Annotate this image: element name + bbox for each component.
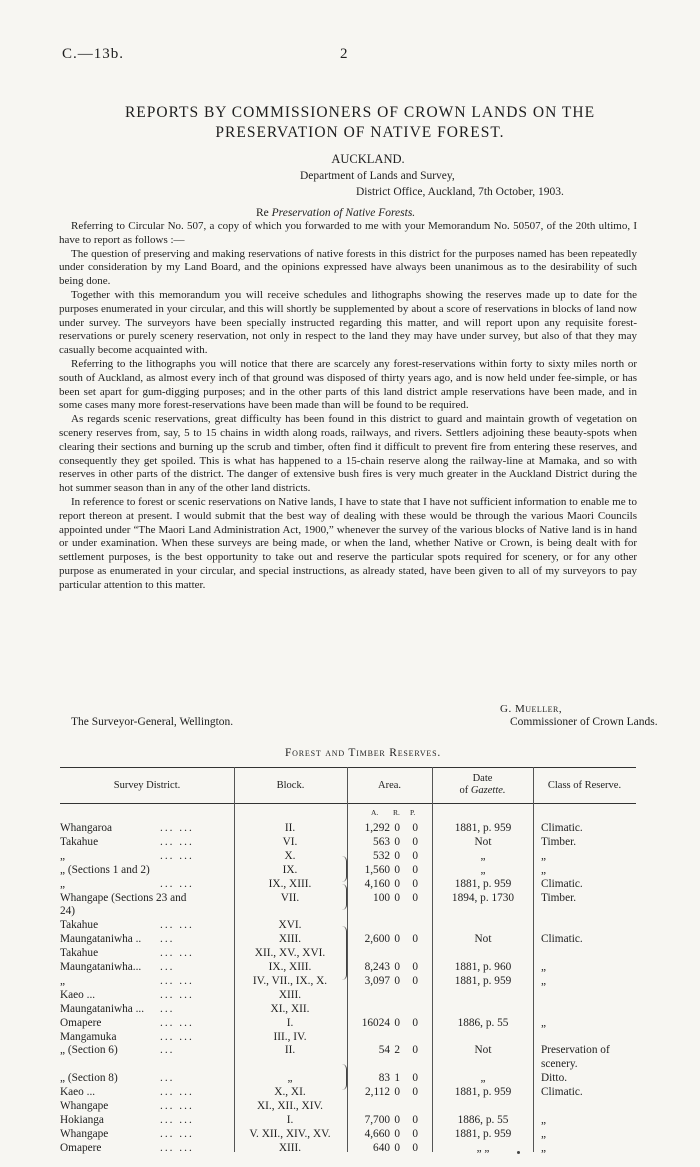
area-perches-cell: 0	[412, 1072, 418, 1085]
group-brace	[342, 884, 347, 910]
block-cell: XI., XII.	[270, 1002, 310, 1015]
area-acres-cell: 640	[373, 1141, 390, 1154]
leader-dots: ...	[160, 1002, 175, 1015]
area-roods-cell: 0	[394, 961, 400, 973]
block-cell: IX., XIII.	[268, 877, 312, 890]
table-row	[0, 919, 700, 933]
gazette-date-cell: „	[480, 863, 486, 876]
table-row	[0, 1044, 700, 1058]
unit-acres: A.	[371, 808, 379, 817]
area-roods-cell: 0	[394, 877, 400, 890]
reserve-class-cell: Timber.	[541, 835, 577, 848]
leader-dots: ... ...	[160, 988, 194, 1001]
table-row	[0, 1086, 700, 1100]
leader-dots: ... ...	[160, 835, 194, 848]
district-cell: Omapere	[60, 1016, 102, 1029]
header-class: Class of Reserve.	[547, 780, 622, 791]
gazette-date-cell: 1881, p. 959	[454, 974, 512, 987]
area-roods-cell: 0	[394, 1127, 400, 1140]
block-cell: XIII.	[278, 933, 302, 946]
reserve-class-cell: Timber.	[541, 891, 577, 904]
area-acres-cell: 1,292	[364, 822, 390, 834]
area-perches-cell: 0	[412, 1016, 418, 1029]
area-perches-cell: 0	[412, 863, 418, 876]
district-cell: Whangaroa	[60, 822, 113, 834]
area-perches-cell: 0	[412, 877, 418, 890]
gazette-date-cell: 1894, p. 1730	[451, 891, 515, 904]
block-cell: IV., VII., IX., X.	[252, 974, 328, 987]
district-cell: Kaeo ...	[60, 988, 96, 1001]
block-cell: XII., XV., XVI.	[254, 947, 326, 960]
district-cell: Maungataniwha...	[60, 961, 142, 973]
paragraph: In reference to forest or scenic reservations on Native lands, I have to state that I have not sufficient information to enable me to report thereon at present. I would submit that the best way of dealing with these would be through the various Maori Councils appointed under “The Maori Land Administration Act, 1900,” whenever the survey of the various blocks of Native land is in hand or under examination. When these surveys are being made, or when the land, whether Native or Crown, is being dealt with for settlement purposes, is the best opportunity to take out and reserve the particular spots required for scenery, or for any other purpose as enumerated in your circular, and special instructions, as already stated, have been given to all of my surveyors to pay particular attention to this matter.	[59, 495, 637, 591]
leader-dots: ...	[160, 961, 175, 973]
district-cell: Kaeo ...	[60, 1086, 96, 1099]
block-cell: XIII.	[278, 988, 302, 1001]
district-cell: 24)	[60, 905, 76, 918]
reserve-class-cell: Climatic.	[541, 877, 583, 890]
district-cell: Takahue	[60, 835, 99, 848]
area-acres-cell: 54	[378, 1044, 390, 1057]
group-brace	[342, 926, 347, 980]
leader-dots: ... ...	[160, 849, 194, 862]
leader-dots: ...	[160, 1044, 175, 1057]
signature-name: G. Mueller,	[500, 703, 563, 715]
area-acres-cell: 3,097	[364, 974, 390, 987]
table-row	[0, 1114, 700, 1128]
table-row	[0, 947, 700, 961]
district-cell: „ (Section 6)	[60, 1044, 118, 1057]
block-cell: XI., XII., XIV.	[257, 1100, 323, 1112]
group-brace	[342, 1064, 347, 1090]
area-roods-cell: 0	[394, 974, 400, 987]
reserve-class-cell: „	[541, 863, 547, 876]
area-perches-cell: 0	[412, 974, 418, 987]
district-cell: „ (Section 8)	[60, 1072, 118, 1085]
reserve-class-cell: „	[541, 1113, 547, 1126]
table-header-rule	[60, 803, 636, 804]
area-acres-cell: 7,700	[364, 1113, 390, 1126]
paragraph: Together with this memorandum you will receive schedules and lithographs showing the reserves made up to date for the purposes enumerated in your circular, and this will shortly be supplemented by about a score of reservations in blocks of land now under survey. The surveyors have been specially instructed regarding this matter, and will report upon any requisite forest-reservations or purely scenery reservation, not only in respect to the land they may have under survey, but also of that they may casually become acquainted with.	[59, 288, 637, 357]
gazette-date-cell: 1881, p. 959	[454, 1127, 512, 1140]
area-roods-cell: 0	[394, 891, 400, 904]
header-area: Area.	[377, 780, 402, 791]
group-brace	[342, 856, 347, 882]
district-cell: „ (Sections 1 and 2)	[60, 863, 150, 876]
letter-body	[59, 220, 637, 593]
area-roods-cell: 0	[394, 822, 400, 834]
area-roods-cell: 0	[394, 1113, 400, 1126]
table-row	[0, 1072, 700, 1086]
district-cell: Maungataniwha ..	[60, 933, 142, 946]
table-row	[0, 1058, 700, 1072]
block-cell: I.	[286, 1113, 294, 1126]
subject-line	[256, 207, 415, 219]
table-title: Forest and Timber Reserves.	[284, 747, 442, 759]
reserve-class-cell: Preservation of	[541, 1044, 610, 1057]
table-row	[0, 1003, 700, 1017]
gazette-date-cell: „	[480, 1072, 486, 1085]
paper-reference: C.—13b.	[62, 46, 125, 62]
gazette-date-cell: 1881, p. 960	[454, 961, 512, 973]
header-date-line-2: of Gazette.	[459, 785, 506, 796]
area-roods-cell: 0	[394, 1086, 400, 1099]
area-perches-cell: 0	[412, 933, 418, 946]
area-perches-cell: 0	[412, 1044, 418, 1057]
block-cell: I.	[286, 1016, 294, 1029]
area-perches-cell: 0	[412, 1086, 418, 1099]
area-roods-cell: 0	[394, 1141, 400, 1154]
table-row	[0, 850, 700, 864]
table-row	[0, 878, 700, 892]
title-line-1: REPORTS BY COMMISSIONERS OF CROWN LANDS ON THE	[124, 104, 596, 121]
reserve-class-cell: scenery.	[541, 1058, 578, 1071]
reserve-class-cell: „	[541, 961, 547, 973]
area-acres-cell: 4,660	[364, 1127, 390, 1140]
table-row	[0, 1031, 700, 1045]
subject-prefix: Re	[256, 207, 269, 219]
area-perches-cell: 0	[412, 1141, 418, 1154]
block-cell: VII.	[280, 891, 300, 904]
block-cell: II.	[284, 1044, 296, 1057]
leader-dots: ...	[160, 1072, 175, 1085]
area-perches-cell: 0	[412, 1113, 418, 1126]
table-row	[0, 975, 700, 989]
block-cell: XVI.	[278, 919, 302, 932]
district-cell: „	[60, 974, 66, 987]
reserve-class-cell: „	[541, 849, 547, 862]
district-heading: AUCKLAND.	[331, 152, 405, 166]
header-date	[432, 773, 533, 797]
leader-dots: ... ...	[160, 1127, 194, 1140]
district-cell: Whangape	[60, 1127, 109, 1140]
reserve-class-cell: Climatic.	[541, 822, 583, 834]
reserve-class-cell: „	[541, 1141, 547, 1154]
table-row	[0, 1017, 700, 1031]
district-cell: Whangape (Sections 23 and	[60, 891, 187, 904]
leader-dots: ... ...	[160, 1030, 194, 1043]
leader-dots: ... ...	[160, 1086, 194, 1099]
table-top-rule	[60, 767, 636, 768]
paragraph: Referring to Circular No. 507, a copy of which you forwarded to me with your Memorandum No. 50507, of the 20th ultimo, I have to report as follows :—	[59, 220, 637, 246]
district-cell: Maungataniwha ...	[60, 1002, 145, 1015]
district-cell: Hokianga	[60, 1113, 104, 1126]
area-acres-cell: 2,600	[364, 933, 390, 946]
title-line-2: PRESERVATION OF NATIVE FOREST.	[215, 124, 505, 141]
gazette-date-cell: „ „	[476, 1141, 490, 1154]
district-cell: Mangamuka	[60, 1030, 117, 1043]
area-acres-cell: 100	[373, 891, 390, 904]
district-cell: „	[60, 877, 66, 890]
gazette-date-cell: „	[480, 849, 486, 862]
area-perches-cell: 0	[412, 961, 418, 973]
table-row	[0, 1128, 700, 1142]
gazette-date-cell: 1886, p. 55	[457, 1016, 509, 1029]
leader-dots: ... ...	[160, 822, 194, 834]
block-cell: X.	[284, 849, 296, 862]
subject-text: Preservation of Native Forests.	[271, 207, 416, 219]
area-roods-cell: 0	[394, 835, 400, 848]
district-cell: Takahue	[60, 919, 99, 932]
district-cell: Takahue	[60, 947, 99, 960]
gazette-date-cell: 1881, p. 959	[454, 822, 512, 834]
area-perches-cell: 0	[412, 1127, 418, 1140]
gazette-date-cell: 1886, p. 55	[457, 1113, 509, 1126]
reserve-class-cell: „	[541, 1127, 547, 1140]
area-perches-cell: 0	[412, 835, 418, 848]
area-roods-cell: 0	[394, 863, 400, 876]
area-perches-cell: 0	[412, 891, 418, 904]
table-row	[0, 822, 700, 836]
table-row	[0, 1142, 700, 1156]
leader-dots: ... ...	[160, 947, 194, 960]
unit-perches: P.	[410, 808, 416, 817]
leader-dots: ...	[160, 933, 175, 946]
district-cell: Omapere	[60, 1141, 102, 1154]
district-cell: Whangape	[60, 1100, 109, 1112]
block-cell: II.	[284, 822, 296, 834]
addressee: The Surveyor-General, Wellington.	[71, 716, 234, 728]
area-acres-cell: 4,160	[364, 877, 390, 890]
gazette-date-cell: 1881, p. 959	[454, 1086, 512, 1099]
leader-dots: ... ...	[160, 1016, 194, 1029]
reserve-class-cell: Climatic.	[541, 1086, 583, 1099]
area-roods-cell: 1	[394, 1072, 400, 1085]
office-date-line: District Office, Auckland, 7th October, 1903.	[356, 186, 564, 198]
gazette-date-cell: Not	[474, 835, 492, 848]
gazette-date-cell: Not	[474, 1044, 492, 1057]
table-row	[0, 1100, 700, 1114]
table-row	[0, 905, 700, 919]
table-row	[0, 933, 700, 947]
block-cell: XIII.	[278, 1141, 302, 1154]
area-acres-cell: 1,560	[364, 863, 390, 876]
leader-dots: ... ...	[160, 919, 194, 932]
gazette-date-cell: Not	[474, 933, 492, 946]
area-acres-cell: 2,112	[365, 1086, 390, 1099]
gazette-date-cell: 1881, p. 959	[454, 877, 512, 890]
table-row	[0, 836, 700, 850]
table-row	[0, 989, 700, 1003]
leader-dots: ... ...	[160, 877, 194, 890]
table-row	[0, 892, 700, 906]
leader-dots: ... ...	[160, 1141, 194, 1154]
area-roods-cell: 0	[394, 849, 400, 862]
leader-dots: ... ...	[160, 1100, 194, 1112]
reserve-class-cell: Ditto.	[541, 1072, 568, 1085]
area-perches-cell: 0	[412, 822, 418, 834]
table-row	[0, 961, 700, 975]
block-cell: IX., XIII.	[268, 961, 312, 973]
area-acres-cell: 16024	[361, 1016, 390, 1029]
district-cell: „	[60, 849, 66, 862]
ink-speck	[517, 1151, 520, 1154]
area-perches-cell: 0	[412, 849, 418, 862]
department-line: Department of Lands and Survey,	[300, 170, 455, 182]
leader-dots: ... ...	[160, 1113, 194, 1126]
leader-dots: ... ...	[160, 974, 194, 987]
block-cell: III., IV.	[273, 1030, 307, 1043]
unit-roods: R.	[393, 808, 400, 817]
paragraph: The question of preserving and making reservations of native forests in this district for the purposes named has been repeatedly under consideration by my Land Board, and the opinions expressed have always been unanimous as to the desirability of such being done.	[59, 247, 637, 288]
paragraph: Referring to the lithographs you will notice that there are scarcely any forest-reservations within forty to sixty miles north or south of Auckland, as almost every inch of that ground was disposed of thirty years ago, and is now held under fee-simple, or has been set apart for gum-digging purposes; and in the other parts of this land district ample reservations have been made, and in some cases many more forest-reservations have been made than will be found to be required.	[59, 357, 637, 412]
block-cell: „	[287, 1072, 293, 1085]
area-acres-cell: 8,243	[364, 961, 390, 973]
header-survey-district: Survey District.	[113, 780, 181, 791]
report-title	[60, 103, 660, 143]
area-acres-cell: 563	[373, 835, 390, 848]
block-cell: IX.	[282, 863, 298, 876]
reserve-class-cell: Climatic.	[541, 933, 583, 946]
table-row	[0, 864, 700, 878]
reserve-class-cell: „	[541, 974, 547, 987]
area-acres-cell: 83	[378, 1072, 390, 1085]
block-cell: V. XII., XIV., XV.	[249, 1127, 331, 1140]
area-acres-cell: 532	[373, 849, 390, 862]
area-roods-cell: 2	[394, 1044, 400, 1057]
reserve-class-cell: „	[541, 1016, 547, 1029]
block-cell: X., XI.	[274, 1086, 306, 1099]
header-block: Block.	[276, 780, 305, 791]
header-date-line-1: Date	[472, 773, 493, 784]
area-roods-cell: 0	[394, 1016, 400, 1029]
area-roods-cell: 0	[394, 933, 400, 946]
block-cell: VI.	[282, 835, 298, 848]
paragraph: As regards scenic reservations, great difficulty has been found in this district to guard and maintain growth of vegetation on scenery reserves from, say, 5 to 15 chains in width along roads, railways, and rivers. Settlers adjoining these beauty-spots when clearing their sections and burning up the scrub and timber, often find it difficult to prevent fire from entering these reserves, and consequently they get spoiled. This is what has happened to a 15-chain reserve along the railway-line at Mamaka, and so with reserves in other parts of the district. The danger of extensive bush fires is very much greater in the Auckland District during the hot summer season than in any of the other land districts.	[59, 413, 637, 495]
page-number: 2	[340, 46, 348, 62]
signature-title: Commissioner of Crown Lands.	[510, 716, 658, 728]
